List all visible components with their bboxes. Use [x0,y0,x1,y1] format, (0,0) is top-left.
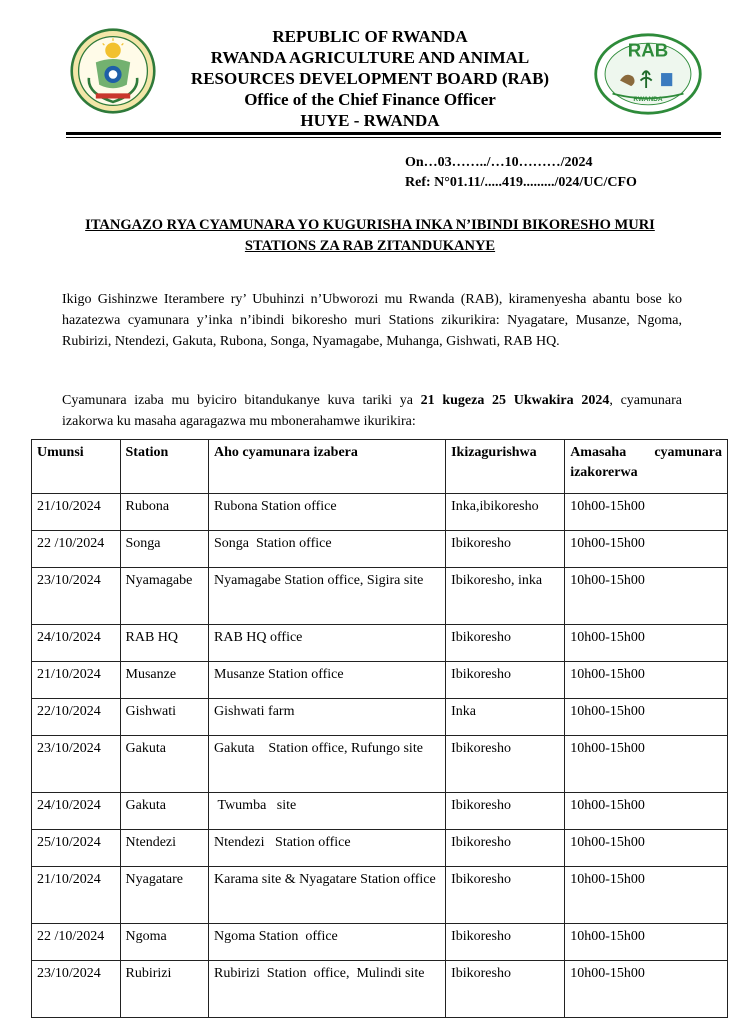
header-divider-thick [66,132,721,135]
cell-hours: 10h00-15h00 [565,867,728,924]
cell-station: Songa [120,531,209,568]
cell-items: Ibikoresho [446,830,565,867]
cell-station: Gishwati [120,699,209,736]
cell-venue: Nyamagabe Station office, Sigira site [209,568,446,625]
title-line-1: ITANGAZO RYA CYAMUNARA YO KUGURISHA INKA N’IBINDI BIKORESHO MURI [85,217,655,233]
schedule-date-range: 21 kugeza 25 Ukwakira 2024 [420,393,610,408]
cell-venue: Songa Station office [209,531,446,568]
table-row [32,531,728,568]
cell-items: Ibikoresho, inka [446,568,565,625]
column-header-station: Station [120,440,209,494]
cell-day: 21/10/2024 [32,662,121,699]
cell-day: 24/10/2024 [32,625,121,662]
table-row [32,867,728,924]
column-header-venue: Aho cyamunara izabera [209,440,446,494]
table-row [32,662,728,699]
cell-station: RAB HQ [120,625,209,662]
cell-venue: Gakuta Station office, Rufungo site [209,736,446,793]
cell-station: Ntendezi [120,830,209,867]
cell-items: Ibikoresho [446,961,565,1018]
cell-venue: Ntendezi Station office [209,830,446,867]
header-line-office: Office of the Chief Finance Officer [244,90,496,109]
rab-logo-text: RAB [627,39,669,61]
cell-station: Musanze [120,662,209,699]
auction-schedule-table [31,439,728,1018]
table-row [32,736,728,793]
cell-hours: 10h00-15h00 [565,924,728,961]
cell-day: 21/10/2024 [32,867,121,924]
cell-items: Ibikoresho [446,793,565,830]
cell-station: Rubona [120,494,209,531]
cell-day: 23/10/2024 [32,736,121,793]
cell-items: Ibikoresho [446,736,565,793]
column-header-hours: Amasaha cyamunara izakorerwa [565,440,728,494]
rab-logo [592,32,704,116]
cell-station: Gakuta [120,793,209,830]
document-reference-block [405,153,637,193]
table-row [32,961,728,1018]
cell-day: 25/10/2024 [32,830,121,867]
cell-venue: RAB HQ office [209,625,446,662]
cell-day: 24/10/2024 [32,793,121,830]
institution-header [180,26,560,131]
rwanda-coat-of-arms-seal [70,28,156,114]
cell-day: 21/10/2024 [32,494,121,531]
cell-day: 23/10/2024 [32,961,121,1018]
document-title [40,215,700,257]
letterhead [0,0,739,140]
cell-day: 22/10/2024 [32,699,121,736]
cell-venue: Gishwati farm [209,699,446,736]
schedule-text-start: Cyamunara izaba mu byiciro bitandukanye kuva tariki ya [62,393,421,408]
table-row [32,924,728,961]
cell-hours: 10h00-15h00 [565,494,728,531]
header-line-republic: REPUBLIC OF RWANDA [272,27,468,46]
header-line-location: HUYE - RWANDA [300,111,440,130]
schedule-paragraph [62,390,682,432]
cell-venue: Rubona Station office [209,494,446,531]
cell-items: Inka,ibikoresho [446,494,565,531]
header-divider-thin [66,137,721,138]
table-header-row [32,440,728,494]
cell-day: 22 /10/2024 [32,924,121,961]
cell-station: Ngoma [120,924,209,961]
cell-hours: 10h00-15h00 [565,568,728,625]
title-line-2: STATIONS ZA RAB ZITANDUKANYE [244,238,496,254]
intro-paragraph: Ikigo Gishinzwe Iterambere ry’ Ubuhinzi n’Ubworozi mu Rwanda (RAB), kiramenyesha abantu bose ko hazatezwa cyamunara y’inka n’ibindi bikoresho muri Stations zikurikira: Nyagatare, Musanze, Ngoma, Rubirizi, Ntendezi, Gakuta, Rubona, Songa, Nyamagabe, Muhanga, Gishwati, RAB HQ. [62,292,682,349]
cell-venue: Ngoma Station office [209,924,446,961]
cell-station: Nyagatare [120,867,209,924]
cell-station: Rubirizi [120,961,209,1018]
cell-hours: 10h00-15h00 [565,793,728,830]
schedule-text-end: , cyamunara izakorwa ku masaha agaragazwa mu mbonerahamwe ikurikira: [62,393,682,429]
cell-station: Nyamagabe [120,568,209,625]
document-reference: Ref: N°01.11/.....419........./024/UC/CFO [405,175,637,190]
cell-items: Ibikoresho [446,924,565,961]
cell-station: Gakuta [120,736,209,793]
table-row [32,699,728,736]
cell-hours: 10h00-15h00 [565,699,728,736]
cell-items: Ibikoresho [446,531,565,568]
document-date: On…03……../…10………/2024 [405,155,593,170]
table-row [32,830,728,867]
cell-hours: 10h00-15h00 [565,961,728,1018]
cell-day: 23/10/2024 [32,568,121,625]
cell-venue: Rubirizi Station office, Mulindi site [209,961,446,1018]
rab-logo-subtext: RWANDA [633,96,663,104]
header-line-agency-cont: RESOURCES DEVELOPMENT BOARD (RAB) [190,69,550,88]
cell-venue: Karama site & Nyagatare Station office [209,867,446,924]
column-header-items: Ikizagurishwa [446,440,565,494]
cell-items: Ibikoresho [446,867,565,924]
table-row [32,625,728,662]
cell-day: 22 /10/2024 [32,531,121,568]
table-row [32,793,728,830]
cell-items: Ibikoresho [446,662,565,699]
cell-venue: Twumba site [209,793,446,830]
cell-hours: 10h00-15h00 [565,531,728,568]
table-row [32,494,728,531]
cell-items: Inka [446,699,565,736]
cell-items: Ibikoresho [446,625,565,662]
cell-hours: 10h00-15h00 [565,736,728,793]
cell-hours: 10h00-15h00 [565,625,728,662]
cell-venue: Musanze Station office [209,662,446,699]
cell-hours: 10h00-15h00 [565,830,728,867]
header-line-agency: RWANDA AGRICULTURE AND ANIMAL [210,48,530,67]
table-row [32,568,728,625]
column-header-day: Umunsi [32,440,121,494]
cell-hours: 10h00-15h00 [565,662,728,699]
